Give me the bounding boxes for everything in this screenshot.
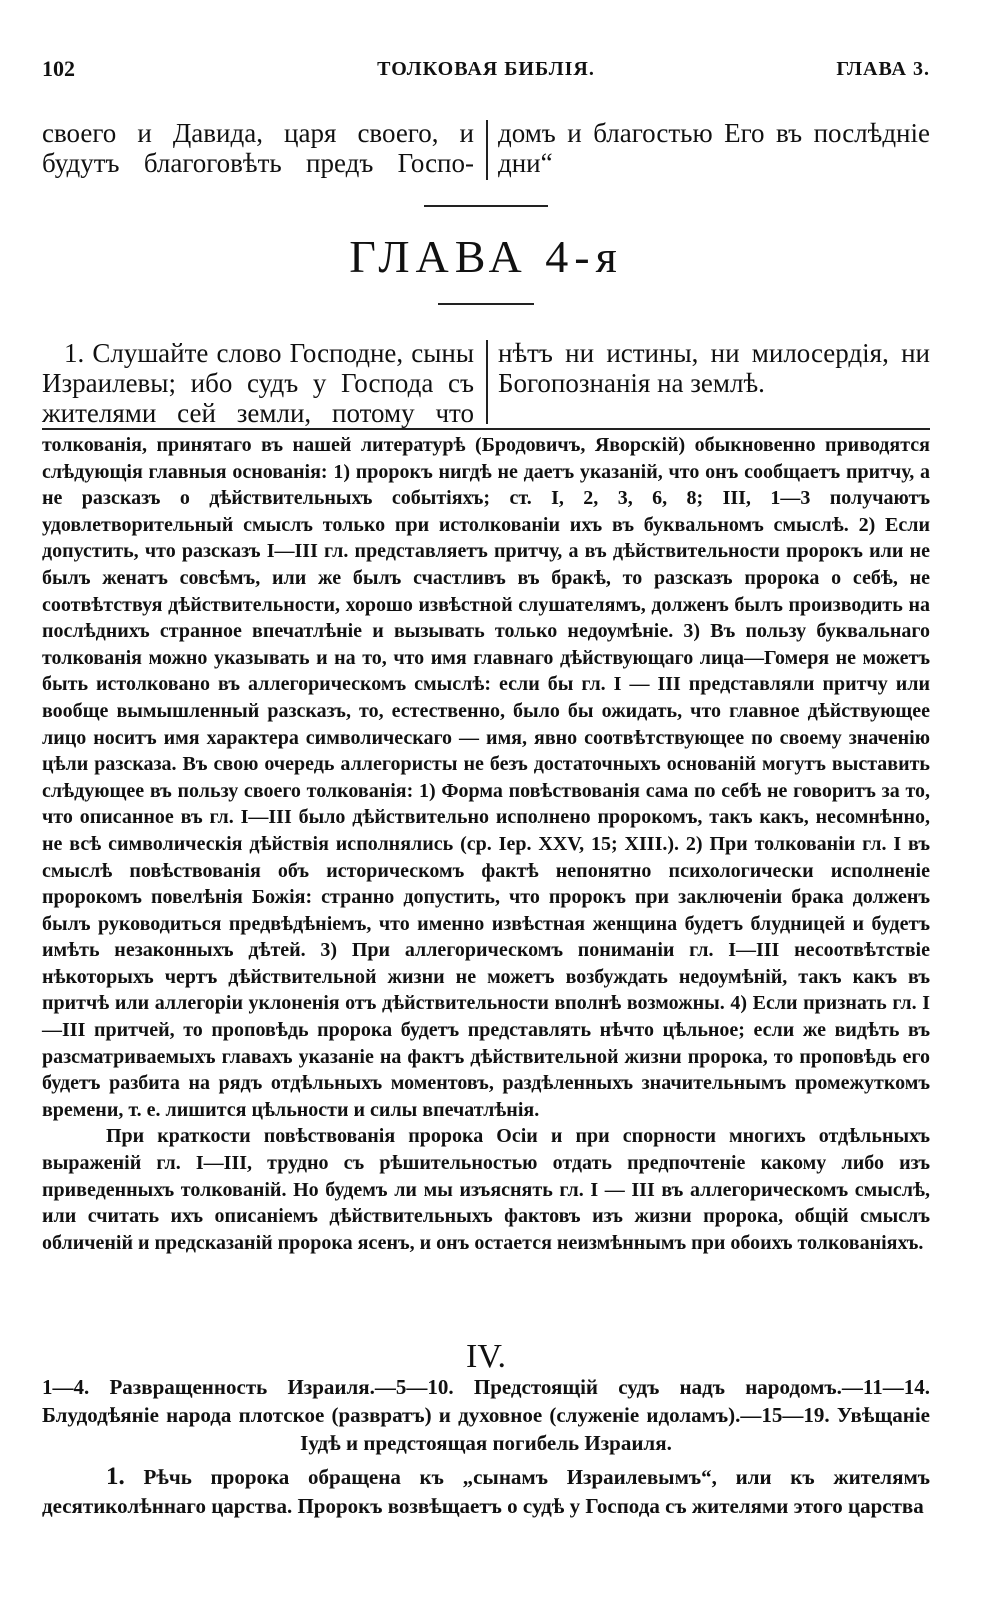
verse-text-block <box>42 338 930 430</box>
page-header <box>42 56 930 96</box>
full-width-rule <box>42 428 930 430</box>
short-rule <box>438 303 534 305</box>
top-left-column: своего и Давида, царя своего, и будутъ благоговѣть предъ Госпо- <box>42 118 474 178</box>
page-number: 102 <box>42 56 75 81</box>
top-right-column: домъ и благостью Его въ послѣдніе дни“ <box>498 118 930 178</box>
section-number: IV. <box>466 1338 506 1375</box>
commentary-paragraph: При краткости повѣствованія пророка Осіи и при спорности многихъ отдѣльныхъ выраженій гл. I—III, трудно съ рѣшительностью отдать предпочтеніе какому либо изъ приведенныхъ толкованій. Но будемъ ли мы изъяснять гл. I — III въ аллегорическомъ смыслѣ, или считать ихъ описаніемъ дѣйствительныхъ фактовъ изъ жизни пророка, общій смыслъ обличеній и предсказаній пророка ясенъ, и онъ остается неизмѣннымъ при обоихъ толкованіяхъ. <box>42 1125 930 1254</box>
column-divider <box>486 120 488 180</box>
verse-commentary <box>42 1462 930 1521</box>
verse-right-column: нѣтъ ни истины, ни милосердія, ни Богопознанія на землѣ. <box>498 338 930 398</box>
running-title: ТОЛКОВАЯ БИБЛІЯ. <box>377 58 595 80</box>
verse-commentary-text: Рѣчь пророка обращена къ „сынамъ Израилевымъ“, или къ жителямъ десятиколѣннаго царства. Пророкъ возвѣщаетъ о судѣ у Господа съ жителями этого царства <box>42 1465 930 1518</box>
verse-number: 1. <box>106 1463 125 1490</box>
chapter-reference: ГЛАВА 3. <box>836 58 930 80</box>
commentary-paragraph: толкованія, принятаго въ нашей литературѣ (Бродовичъ, Яворскій) обыкновенно приводятся слѣдующія главныя основанія: 1) пророкъ нигдѣ не даетъ указаній, что онъ сообщаетъ притчу, а не разсказъ о дѣйствительныхъ событіяхъ; ст. I, 2, 3, 6, 8; III, 1—3 получаютъ удовлетворительный смыслъ только при истолкованіи ихъ въ буквальномъ смыслѣ. 2) Если допустить, что разсказъ I—III гл. представляетъ притчу, а въ дѣйствительности пророкъ или не былъ женатъ совсѣмъ, или же былъ счастливъ въ бракѣ, то разсказъ пророка о себѣ, не соотвѣтствуя дѣйствительности, хорошо извѣстной слушателямъ, долженъ былъ производить на послѣднихъ странное впечатлѣніе и вызывать только недоумѣніе. 3) Въ пользу буквальнаго толкованія можно указывать и на то, что имя главнаго дѣйствующаго лица—Гомеря не можетъ быть истолковано въ аллегорическомъ смыслѣ: если бы гл. I — III представляли притчу или вообще вымышленный разсказъ, то, естественно, было бы ожидать, что главное дѣйствующее лицо носитъ имя характера символическаго — имя, явно соотвѣтствующее по своему значенію цѣли разсказа. Въ свою очередь аллегористы не безъ достаточныхъ основаній могутъ выставить слѣдующее въ пользу своего толкованія: 1) Форма повѣствованія сама по себѣ не говоритъ за то, что описанное въ гл. I—III было дѣйствительно исполнено пророкомъ, такъ какъ, несомнѣнно, не всѣ символическія дѣйствія исполнялись (ср. Іер. XXV, 15; XIII.). 2) При толкованіи гл. I въ смыслѣ повѣствованія объ историческомъ фактѣ непонятно психологически исполненіе пророкомъ повелѣнія Божія: странно допустить, что пророкъ при заключеніи брака долженъ былъ руководиться предвѣдѣніемъ, что именно извѣстная женщина будетъ блудницей и будетъ имѣть незаконныхъ дѣтей. 3) При аллегорическомъ пониманіи гл. I—III несоотвѣтствіе нѣкоторыхъ чертъ дѣйствительной жизни не можетъ возбуждать недоумѣній, такъ какъ въ притчѣ или аллегоріи уклоненія отъ дѣйствительности вполнѣ возможны. 4) Если признать гл. I—III притчей, то проповѣдь пророка будетъ представлять нѣчто цѣльное; если же видѣть въ разсматриваемыхъ главахъ указаніе на фактъ дѣйствительной жизни пророка, то проповѣдь его будетъ разбита на рядъ отдѣльныхъ моментовъ, раздѣленныхъ значительнымъ промежуткомъ времени, т. е. лишится цѣльности и силы впечатлѣнія. <box>42 434 930 1121</box>
chapter-heading: ГЛАВА 4-я <box>349 231 623 282</box>
commentary-block <box>42 432 930 1256</box>
column-divider <box>486 340 488 424</box>
section-summary: 1—4. Развращенность Израиля.—5—10. Предстоящій судъ надъ народомъ.—11—14. Блудодѣяніе народа плотское (развратъ) и духовное (служеніе идоламъ).—15—19. Увѣщаніе Іудѣ и предстоящая погибель Израиля. <box>42 1375 930 1455</box>
verse-left-column: 1. Слушайте слово Господне, сыны Израилевы; ибо судъ у Господа съ жителями сей земли, потому что <box>42 338 474 428</box>
top-continuation-text <box>42 118 930 180</box>
short-rule <box>424 205 548 207</box>
